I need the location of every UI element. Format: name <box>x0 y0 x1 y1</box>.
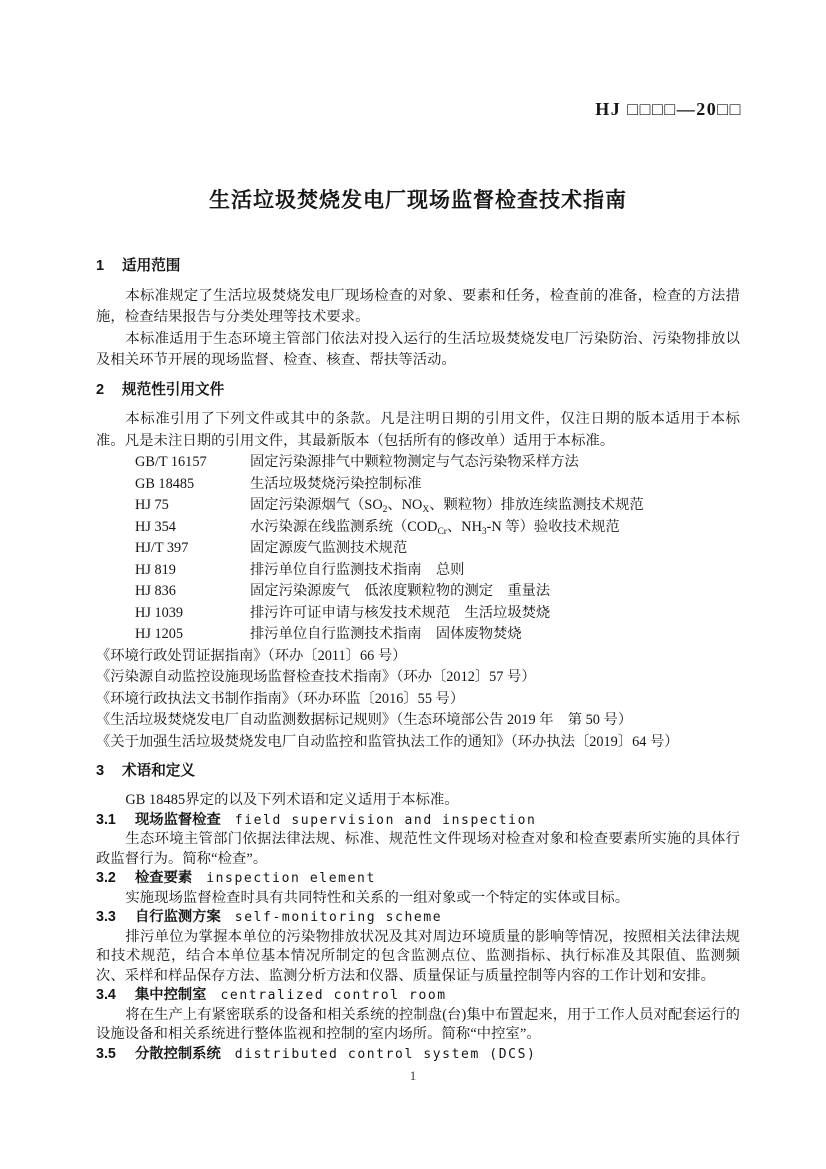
standard-title: 生活垃圾焚烧污染控制标准 <box>250 475 422 492</box>
term-name-zh: 自行监测方案 <box>135 909 221 925</box>
standard-code: HJ 819 <box>135 561 176 578</box>
standard-row <box>96 560 740 582</box>
term-number: 3.2 <box>96 870 116 886</box>
standard-title <box>250 495 740 517</box>
term-name-zh: 检查要素 <box>135 870 193 886</box>
term-definition: 排污单位为掌握本单位的污染物排放状况及其对周边环境质量的影响等情况，按照相关法律法规和技术规范，结合本单位基本情况所制定的包含监测点位、监测指标、执行标准及其限值、监测频次、采样和样品保存方法、监测分析方法和仪器、质量保证与质量控制等内容的工作计划和安排。 <box>96 928 740 984</box>
standards-list <box>96 452 740 646</box>
document-content <box>96 0 740 1064</box>
standard-title: 排污单位自行监测技术指南 固体废物焚烧 <box>250 626 522 642</box>
term-name-zh: 分散控制系统 <box>135 1045 221 1062</box>
standard-title: 排污单位自行监测技术指南 总则 <box>250 561 465 578</box>
subscript: Cr <box>437 526 447 537</box>
standard-title: 排污许可证申请与核发技术规范 生活垃圾焚烧 <box>250 604 551 621</box>
standard-code: HJ 75 <box>135 497 169 513</box>
term-heading <box>96 869 740 889</box>
term-name-en: inspection element <box>206 871 376 886</box>
standard-row <box>96 624 740 646</box>
standard-title-part: 、NO <box>387 497 423 513</box>
standard-title-part: 、颗粒物）排放连续监测技术规范 <box>429 497 644 513</box>
term-definition: 将在生产上有紧密联系的设备和相关系统的控制盘(台)集中布置起来，用于工作人员对配套运行的设施设备和相关系统进行整体监视和控制的室内场所。简称“中控室”。 <box>96 1006 740 1042</box>
section-heading-text: 适用范围 <box>122 258 181 274</box>
standard-title: 固定污染源废气 低浓度颗粒物的测定 重量法 <box>250 583 551 599</box>
standard-title <box>250 517 740 539</box>
standard-title: 固定污染源排气中颗粒物测定与气态污染物采样方法 <box>250 454 579 470</box>
term-definition: 实施现场监督检查时具有共同特性和关系的一组对象或一个特定的实体或目标。 <box>125 889 630 906</box>
section-3-heading <box>96 761 740 783</box>
term-name-en: field supervision and inspection <box>234 812 537 828</box>
section-1-heading <box>96 256 740 278</box>
term-name-en: self-monitoring scheme <box>234 910 443 925</box>
documents-list <box>96 646 740 754</box>
paragraph-scope-2: 本标准适用于生态环境主管部门依法对投入运行的生活垃圾焚烧发电厂污染防治、污染物排放以及相关环节开展的现场监督、检查、核查、帮扶等活动。 <box>96 330 740 368</box>
standard-code: HJ 354 <box>135 518 176 535</box>
term-heading <box>96 986 740 1006</box>
term-heading <box>96 908 740 928</box>
section-heading-number: 2 <box>96 381 105 398</box>
term-name-en: centralized control room <box>220 988 447 1003</box>
paragraph-scope-1: 本标准规定了生活垃圾焚烧发电厂现场检查的对象、要素和任务，检查前的准备，检查的方法措施，检查结果报告与分类处理等技术要求。 <box>96 287 740 325</box>
standard-title-part: -N 等）验收技术规范 <box>486 518 620 535</box>
subscript: 3 <box>481 526 487 537</box>
paragraph-terms-intro: GB 18485界定的以及下列术语和定义适用于本标准。 <box>125 792 459 808</box>
term-number: 3.3 <box>96 909 116 925</box>
standard-title: 固定源废气监测技术规范 <box>250 540 408 556</box>
section-heading-number: 3 <box>96 763 105 779</box>
standard-row <box>96 581 740 603</box>
standard-code: HJ 1205 <box>135 626 184 642</box>
section-heading-text: 术语和定义 <box>122 763 195 779</box>
term-name-en: distributed control system (DCS) <box>234 1046 537 1062</box>
term-heading <box>96 811 740 831</box>
standard-code: HJ 836 <box>135 583 176 599</box>
standard-code: HJ 1039 <box>135 604 184 621</box>
page-number: 1 <box>409 1068 417 1083</box>
standard-code: GB/T 16157 <box>135 454 207 470</box>
term-number: 3.1 <box>96 811 116 828</box>
section-heading-number: 1 <box>96 258 105 274</box>
standard-title-part: 固定污染源烟气（SO <box>250 497 383 513</box>
standard-row <box>96 474 740 496</box>
section-2-heading <box>96 380 740 402</box>
term-heading <box>96 1045 740 1065</box>
standard-code: HJ/T 397 <box>135 540 189 556</box>
term-name-zh: 现场监督检查 <box>135 811 221 828</box>
paragraph-references-intro: 本标准引用了下列文件或其中的条款。凡是注明日期的引用文件，仅注日期的版本适用于本标准。凡是未注日期的引用文件，其最新版本（包括所有的修改单）适用于本标准。 <box>96 411 740 449</box>
standard-title-part: 水污染源在线监测系统（COD <box>250 518 438 535</box>
standard-row <box>96 517 740 539</box>
term-number: 3.4 <box>96 987 116 1003</box>
term-number: 3.5 <box>96 1045 116 1062</box>
standard-row <box>96 538 740 560</box>
term-definition: 生态环境主管部门依据法律法规、标准、规范性文件现场对检查对象和检查要素所实施的具体行政监督行为。简称“检查”。 <box>96 831 740 867</box>
doc-number: HJ □□□□—20□□ <box>595 99 742 119</box>
standard-title-part: 、NH <box>446 518 482 535</box>
section-heading-text: 规范性引用文件 <box>122 381 225 398</box>
standard-row <box>96 452 740 474</box>
document-row: 《环境行政执法文书制作指南》（环办环监〔2016〕55 号） <box>96 690 465 707</box>
document-row: 《生活垃圾焚烧发电厂自动监测数据标记规则》（生态环境部公告 2019 年 第 50 号） <box>96 712 633 728</box>
term-name-zh: 集中控制室 <box>135 987 207 1003</box>
document-row: 《污染源自动监控设施现场监督检查技术指南》（环办〔2012〕57 号） <box>96 669 536 685</box>
standard-row <box>96 603 740 625</box>
standard-row <box>96 495 740 517</box>
document-row: 《环境行政处罚证据指南》（环办〔2011〕66 号） <box>96 647 407 664</box>
document-title: 生活垃圾焚烧发电厂现场监督检查技术指南 <box>209 189 627 212</box>
standard-code: GB 18485 <box>135 475 195 492</box>
document-row: 《关于加强生活垃圾焚烧发电厂自动监控和监管执法工作的通知》（环办执法〔2019〕64 号） <box>96 733 679 750</box>
terms-section-body <box>96 791 740 1064</box>
subscript: X <box>422 505 430 515</box>
subscript: 2 <box>382 505 388 515</box>
